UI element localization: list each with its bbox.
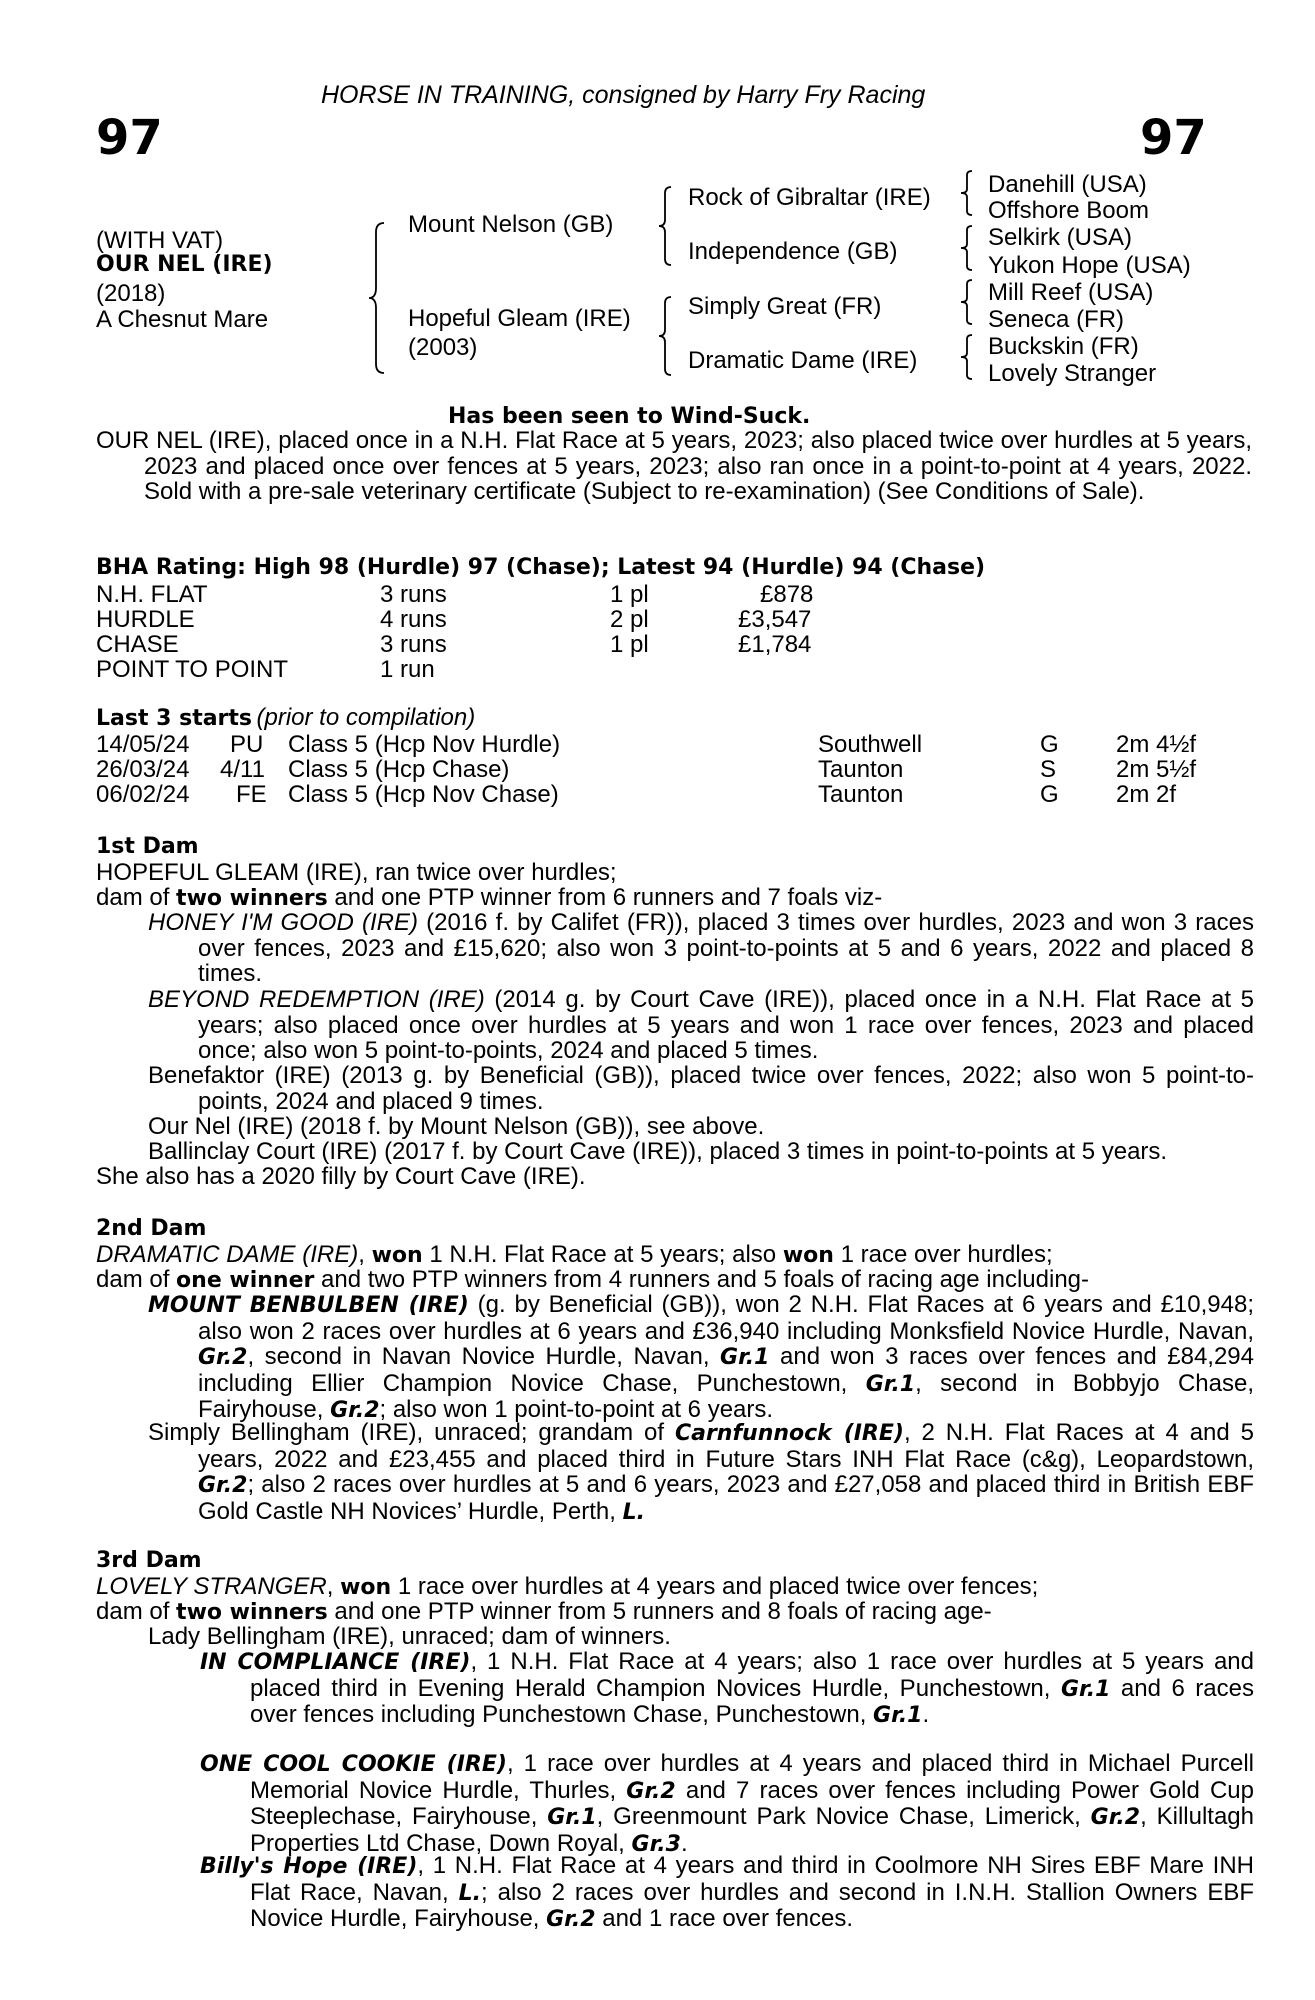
pedigree-gen2-name: Independence (GB) bbox=[688, 238, 898, 265]
pedigree-bracket-g3-1 bbox=[960, 170, 974, 216]
start-course: Taunton bbox=[818, 781, 904, 808]
pedigree-bracket-dam bbox=[658, 296, 674, 376]
pedigree-gen2-name: Rock of Gibraltar (IRE) bbox=[688, 184, 931, 211]
record-type: N.H. FLAT bbox=[96, 581, 208, 608]
record-placed: 1 pl bbox=[610, 581, 649, 608]
third-dam-grandproduce-item: Billy's Hope (IRE), 1 N.H. Flat Race at 4 years and third in Coolmore NH Sires EBF Mare INH Flat Race, Navan, L.; also 2 races over hurdles and second in I.N.H. Stallion Owners EBF Novice Hurdle, Fairyhouse, Gr.2 and 1 race over fences. bbox=[200, 1852, 1254, 1932]
pedigree-gen3-name: Offshore Boom bbox=[988, 197, 1149, 224]
last-starts-heading bbox=[96, 705, 475, 731]
start-date: 06/02/24 bbox=[96, 781, 190, 808]
record-prize: £1,784 bbox=[738, 631, 812, 658]
third-dam-line: LOVELY STRANGER, won 1 race over hurdles at 4 years and placed twice over fences; bbox=[96, 1573, 1039, 1600]
record-type: POINT TO POINT bbox=[96, 656, 289, 683]
lot-number-left: 97 bbox=[96, 110, 163, 166]
pedigree-bracket-g3-2 bbox=[960, 225, 974, 271]
pedigree-sire: Mount Nelson (GB) bbox=[408, 211, 614, 238]
pedigree-bracket-sire bbox=[658, 186, 674, 266]
start-going: G bbox=[1040, 781, 1059, 808]
first-dam-note: She also has a 2020 filly by Court Cave (IRE). bbox=[96, 1163, 586, 1190]
second-dam-heading: 2nd Dam bbox=[96, 1216, 207, 1241]
pedigree-dam: Hopeful Gleam (IRE) bbox=[408, 305, 631, 332]
page-header-title: HORSE IN TRAINING, consigned by Harry Fry Racing bbox=[321, 81, 926, 109]
pedigree-gen3-name: Danehill (USA) bbox=[988, 171, 1147, 198]
wind-suck-notice: Has been seen to Wind-Suck. bbox=[448, 404, 811, 429]
start-going: G bbox=[1040, 731, 1059, 758]
start-position: FE bbox=[236, 781, 267, 808]
horse-summary: OUR NEL (IRE), placed once in a N.H. Flat Race at 5 years, 2023; also placed twice over hurdles at 5 years, 2023 and placed once over fences at 5 years, 2023; also ran once in a point-to-point at 4 years, 2022. Sold with a pre-sale veterinary certificate (Subject to re-examination) (See Conditions of Sale). bbox=[96, 427, 1252, 505]
first-dam-heading: 1st Dam bbox=[96, 834, 199, 859]
third-dam-produce-line: dam of two winners and one PTP winner from 5 runners and 8 foals of racing age- bbox=[96, 1598, 992, 1625]
first-dam-produce-item: BEYOND REDEMPTION (IRE) (2014 g. by Court Cave (IRE)), placed once in a N.H. Flat Race at 5 years; also placed once over hurdles at 5 years and won 1 race over fences, 2023 and placed once; also won 5 point-to-points, 2024 and placed 5 times. bbox=[148, 986, 1254, 1064]
record-type: HURDLE bbox=[96, 606, 195, 633]
pedigree-bracket-g3-3 bbox=[960, 279, 974, 325]
first-dam-line: HOPEFUL GLEAM (IRE), ran twice over hurdles; bbox=[96, 859, 617, 886]
pedigree-gen3-name: Seneca (FR) bbox=[988, 306, 1125, 333]
start-date: 26/03/24 bbox=[96, 756, 190, 783]
first-dam-produce-item: Our Nel (IRE) (2018 f. by Mount Nelson (GB)), see above. bbox=[148, 1113, 765, 1140]
start-distance: 2m 4½f bbox=[1116, 731, 1197, 758]
start-date: 14/05/24 bbox=[96, 731, 190, 758]
last-starts-note: (prior to compilation) bbox=[256, 704, 476, 731]
start-course: Southwell bbox=[818, 731, 923, 758]
pedigree-gen3-name: Yukon Hope (USA) bbox=[988, 252, 1191, 279]
second-dam-produce-line: dam of one winner and two PTP winners from 4 runners and 5 foals of racing age including- bbox=[96, 1266, 1090, 1293]
second-dam-line: DRAMATIC DAME (IRE), won 1 N.H. Flat Race at 5 years; also won 1 race over hurdles; bbox=[96, 1241, 1053, 1268]
bha-rating: BHA Rating: High 98 (Hurdle) 97 (Chase); Latest 94 (Hurdle) 94 (Chase) bbox=[96, 555, 986, 580]
pedigree-gen3-name: Buckskin (FR) bbox=[988, 333, 1139, 360]
horse-year: (2018) bbox=[96, 280, 166, 307]
pedigree-gen2-name: Dramatic Dame (IRE) bbox=[688, 347, 918, 374]
record-placed: 2 pl bbox=[610, 606, 649, 633]
start-position: 4/11 bbox=[220, 756, 265, 783]
record-runs: 3 runs bbox=[380, 581, 447, 608]
pedigree-gen3-name: Selkirk (USA) bbox=[988, 224, 1133, 251]
third-dam-produce-item: Lady Bellingham (IRE), unraced; dam of winners. bbox=[148, 1623, 671, 1650]
third-dam-heading: 3rd Dam bbox=[96, 1548, 202, 1573]
first-dam-produce-item: Benefaktor (IRE) (2013 g. by Beneficial (GB)), placed twice over fences, 2022; also won 5 point-to-points, 2024 and placed 9 times. bbox=[148, 1062, 1254, 1115]
pedigree-gen2-name: Simply Great (FR) bbox=[688, 293, 882, 320]
start-race: Class 5 (Hcp Chase) bbox=[288, 756, 510, 783]
horse-description: A Chesnut Mare bbox=[96, 306, 269, 333]
pedigree-bracket-g3-4 bbox=[960, 334, 974, 380]
start-distance: 2m 5½f bbox=[1116, 756, 1197, 783]
vat-label: (WITH VAT) bbox=[96, 227, 224, 254]
pedigree-gen3-name: Mill Reef (USA) bbox=[988, 279, 1154, 306]
record-placed: 1 pl bbox=[610, 631, 649, 658]
pedigree-bracket-main bbox=[368, 222, 388, 374]
start-race: Class 5 (Hcp Nov Chase) bbox=[288, 781, 559, 808]
record-runs: 3 runs bbox=[380, 631, 447, 658]
start-position: PU bbox=[230, 731, 264, 758]
start-course: Taunton bbox=[818, 756, 904, 783]
first-dam-produce-item: HONEY I'M GOOD (IRE) (2016 f. by Califet (FR)), placed 3 times over hurdles, 2023 and won 3 races over fences, 2023 and £15,620; also won 3 point-to-points at 5 and 6 years, 2022 and placed 8 times. bbox=[148, 909, 1254, 987]
record-type: CHASE bbox=[96, 631, 179, 658]
pedigree-dam-year: (2003) bbox=[408, 334, 478, 361]
second-dam-produce-item: Simply Bellingham (IRE), unraced; grandam of Carnfunnock (IRE), 2 N.H. Flat Races at 4 and 5 years, 2022 and £23,455 and placed third in Future Stars INH Flat Race (c&g), Leopardstown, Gr.2; also 2 races over hurdles at 5 and 6 years, 2023 and £27,058 and placed third in British EBF Gold Castle NH Novices’ Hurdle, Perth, L. bbox=[148, 1419, 1254, 1525]
first-dam-produce-item: Ballinclay Court (IRE) (2017 f. by Court Cave (IRE)), placed 3 times in point-to-points at 5 years. bbox=[148, 1138, 1168, 1165]
record-prize: £3,547 bbox=[738, 606, 812, 633]
record-runs: 1 run bbox=[380, 656, 435, 683]
horse-name: OUR NEL (IRE) bbox=[96, 252, 273, 277]
lot-number-right: 97 bbox=[1140, 110, 1207, 166]
third-dam-grandproduce-item: IN COMPLIANCE (IRE), 1 N.H. Flat Race at 4 years; also 1 race over hurdles at 5 years and placed third in Evening Herald Champion Novices Hurdle, Punchestown, Gr.1 and 6 races over fences including Punchestown Chase, Punchestown, Gr.1. bbox=[200, 1648, 1254, 1728]
second-dam-produce-item: MOUNT BENBULBEN (IRE) (g. by Beneficial (GB)), won 2 N.H. Flat Races at 6 years and £10,948; also won 2 races over hurdles at 6 years and £36,940 including Monksfield Novice Hurdle, Navan, Gr.2, second in Navan Novice Hurdle, Navan, Gr.1 and won 3 races over fences and £84,294 including Ellier Champion Novice Chase, Punchestown, Gr.1, second in Bobbyjo Chase, Fairyhouse, Gr.2; also won 1 point-to-point at 6 years. bbox=[148, 1291, 1255, 1423]
start-distance: 2m 2f bbox=[1116, 781, 1177, 808]
first-dam-produce-line: dam of two winners and one PTP winner from 6 runners and 7 foals viz- bbox=[96, 884, 883, 911]
third-dam-grandproduce-item: ONE COOL COOKIE (IRE), 1 race over hurdles at 4 years and placed third in Michael Purcell Memorial Novice Hurdle, Thurles, Gr.2 and 7 races over fences including Power Gold Cup Steeplechase, Fairyhouse, Gr.1, Greenmount Park Novice Chase, Limerick, Gr.2, Killultagh Properties Ltd Chase, Down Royal, Gr.3. bbox=[200, 1750, 1255, 1857]
start-race: Class 5 (Hcp Nov Hurdle) bbox=[288, 731, 561, 758]
start-going: S bbox=[1040, 756, 1057, 783]
last-starts-title: Last 3 starts bbox=[96, 706, 253, 731]
pedigree-gen3-name: Lovely Stranger bbox=[988, 360, 1157, 387]
record-runs: 4 runs bbox=[380, 606, 447, 633]
record-prize: £878 bbox=[760, 581, 814, 608]
